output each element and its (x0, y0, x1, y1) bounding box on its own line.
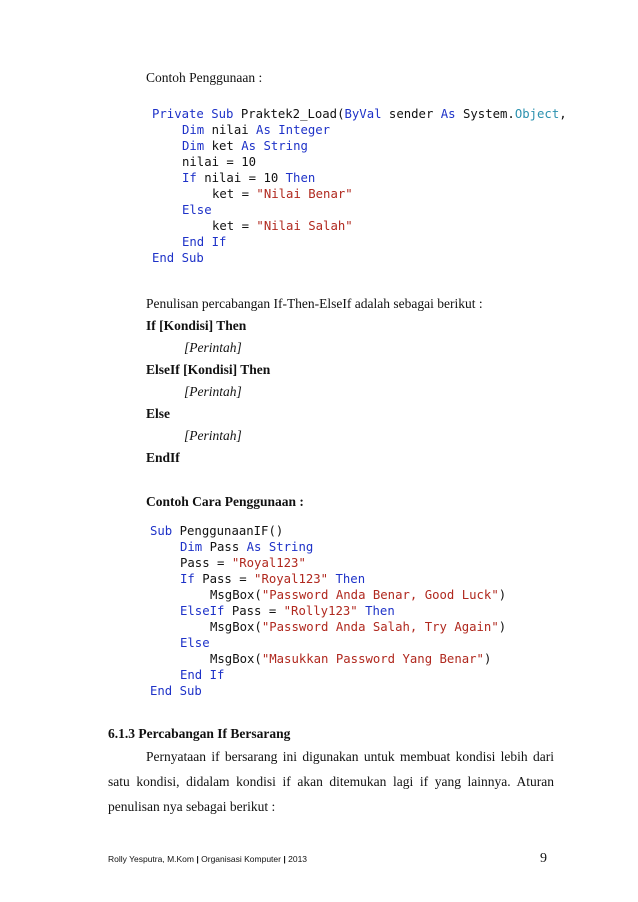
footer-course: Organisasi Komputer (201, 854, 281, 864)
elseif-intro: Penulisan percabangan If-Then-ElseIf adalah sebagai berikut : (146, 296, 483, 311)
syntax-elseif-line: ElseIf [Kondisi] Then (146, 362, 271, 377)
code-line: ElseIf Pass = "Rolly123" Then (180, 604, 395, 618)
code-line: Pass = "Royal123" (180, 556, 306, 570)
section-paragraph: Pernyataan if bersarang ini digunakan untuk membuat kondisi lebih dari satu kondisi, didalam kondisi if akan ditemukan lagi if yang lainnya. Aturan penulisan nya sebagai berikut : (108, 749, 554, 814)
footer-credit: Rolly Yesputra, M.Kom | Organisasi Komputer | 2013 (108, 854, 308, 864)
code-line: nilai = 10 (182, 155, 257, 169)
code-line: Else (180, 636, 210, 650)
code-line: Dim Pass As String (180, 540, 314, 554)
syntax-command: [Perintah] (184, 428, 242, 443)
syntax-endif-line: EndIf (146, 450, 180, 465)
code-line: End If (180, 668, 225, 682)
code-line: ket = "Nilai Salah" (212, 219, 353, 233)
footer-year: 2013 (288, 854, 308, 864)
code-line: Dim ket As String (182, 139, 308, 153)
section-heading: 6.1.3 Percabangan If Bersarang (108, 726, 291, 741)
code-line: Sub PenggunaanIF() (150, 524, 284, 538)
code-line: MsgBox("Password Anda Benar, Good Luck") (210, 588, 507, 602)
code-line: End Sub (150, 684, 202, 698)
example-label: Contoh Penggunaan : (146, 70, 263, 85)
syntax-else-line: Else (146, 406, 171, 421)
code-line: Private Sub Praktek2_Load(ByVal sender As System.Object, (152, 107, 567, 121)
footer-author: Rolly Yesputra, M.Kom (108, 854, 194, 864)
code-block-2 (150, 523, 506, 699)
code-line: MsgBox("Masukkan Password Yang Benar") (210, 652, 492, 666)
syntax-command: [Perintah] (184, 384, 242, 399)
code-line: Else (182, 203, 212, 217)
code-line: If Pass = "Royal123" Then (180, 572, 366, 586)
code-line: End If (182, 235, 227, 249)
syntax-command: [Perintah] (184, 340, 242, 355)
code-line: End Sub (152, 251, 204, 265)
code-line: ket = "Nilai Benar" (212, 187, 353, 201)
code-block-1 (152, 106, 567, 266)
code-line: If nilai = 10 Then (182, 171, 316, 185)
example2-label: Contoh Cara Penggunaan : (146, 494, 304, 509)
page-number: 9 (540, 851, 547, 866)
code-line: Dim nilai As Integer (182, 123, 331, 137)
code-line: MsgBox("Password Anda Salah, Try Again") (210, 620, 507, 634)
syntax-if-line: If [Kondisi] Then (146, 318, 247, 333)
